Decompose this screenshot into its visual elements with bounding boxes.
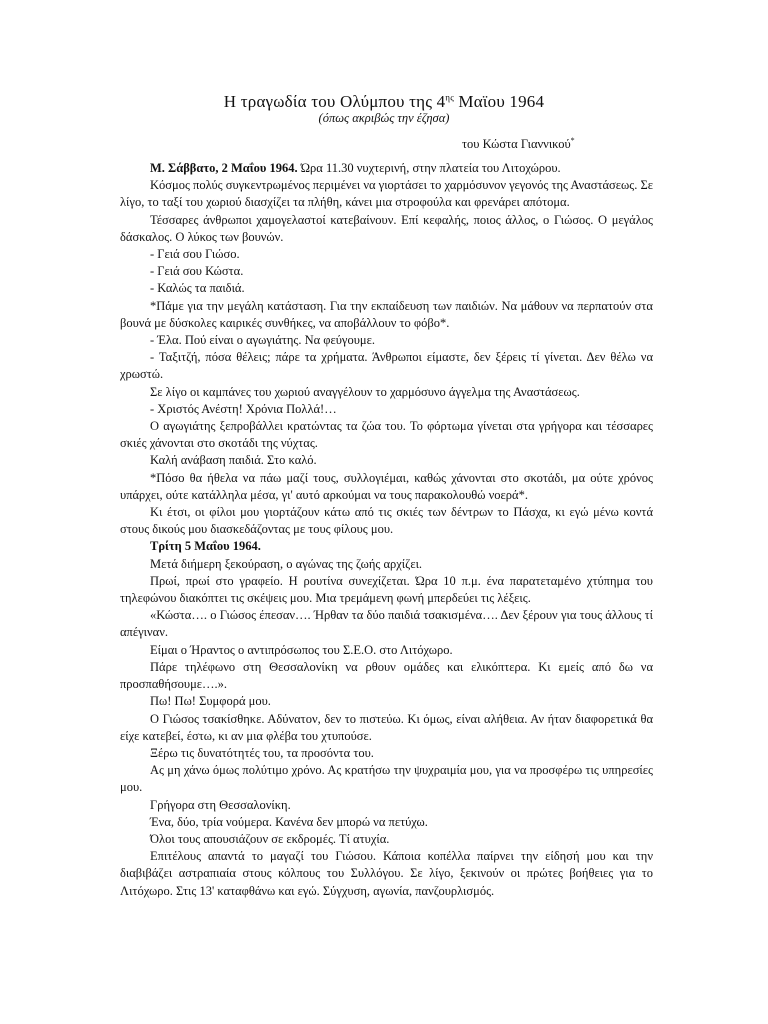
paragraph-text: Πω! Πω! Συμφορά μου. (150, 694, 271, 709)
paragraph (120, 556, 653, 573)
title-text-end: Μαϊου 1964 (453, 92, 545, 111)
paragraph-text: Γρήγορα στη Θεσσαλονίκη. (150, 797, 291, 812)
paragraph-text: Κι έτσι, οι φίλοι μου γιορτάζουν κάτω από τις σκιές των δέντρων το Πάσχα, κι εγώ μένω κοντά στους δικούς μου διασκεδάζοντας με τους φίλους μου. (120, 505, 653, 537)
paragraph (120, 332, 653, 349)
paragraph-text: - Ταξιτζή, πόσα θέλεις; πάρε τα χρήματα. Άνθρωποι είμαστε, δεν ξέρεις τί γίνεται. Δεν θέλω να χρωστώ. (120, 350, 653, 382)
paragraph-text: Πάρε τηλέφωνο στη Θεσσαλονίκη να ρθουν ομάδες και ελικόπτερα. Κι εμείς από δω να προσπαθήσουμε….». (120, 659, 653, 692)
paragraph (120, 538, 653, 555)
paragraph (120, 349, 653, 383)
paragraph (120, 745, 653, 762)
paragraph-text: Ξέρω τις δυνατότητές του, τα προσόντα του. (150, 745, 374, 760)
title-superscript: ης (445, 92, 454, 103)
paragraph-text: Επιτέλους απαντά το μαγαζί του Γιώσου. Κάποια κοπέλλα παίρνει την είδησή μου και την διαβιβάζει αστραπιαία στους κόλπους του Συλλόγου. Σε λίγο, ξεκινούν οι πρώτες βοήθειες για το Λιτόχωρο. Στις 13' καταφθάνω και εγώ. Σύγχυση, αγωνία, πανζουρλισμός. (120, 849, 653, 898)
date-heading: Μ. Σάββατο, 2 Μαΐου 1964. (150, 161, 298, 175)
paragraph-text: Μετά διήμερη ξεκούραση, ο αγώνας της ζωής αρχίζει. (150, 556, 423, 571)
paragraph (120, 384, 653, 401)
paragraph-text: Κόσμος πολύς συγκεντρωμένος περιμένει να γιορτάσει το χαρμόσυνον γεγονός της Αναστάσεως. Σε λίγο, το ταξί του χωριού διασχίζει τα πλήθη, κάνει μια στροφούλα και φρενάρει απότομα. (120, 178, 653, 210)
author-footnote-mark: * (570, 136, 575, 145)
paragraph (120, 607, 653, 641)
paragraph-text: Σε λίγο οι καμπάνες του χωριού αναγγέλουν το χαρμόσυνο άγγελμα της Αναστάσεως. (150, 384, 580, 399)
paragraph (120, 212, 653, 246)
paragraph-text: Όλοι τους απουσιάζουν σε εκδρομές. Τί ατυχία. (150, 831, 390, 846)
paragraph-text: - Γειά σου Κώστα. (150, 264, 244, 279)
paragraph-text: Ώρα 11.30 νυχτερινή, στην πλατεία του Λιτοχώρου. (297, 161, 561, 175)
paragraph-text: Ας μη χάνω όμως πολύτιμο χρόνο. Ας κρατήσω την ψυχραιμία μου, για να προσφέρω τις υπηρεσίες μου. (120, 763, 653, 795)
paragraph-text: *Πόσο θα ήθελα να πάω μαζί τους, συλλογιέμαι, καθώς χάνονται στο σκοτάδι, μα ούτε χρόνος υπάρχει, ούτε κατάλληλα μέσα, γι' αυτό αρκούμαι να τους παρακολουθώ νοερά*. (120, 470, 653, 502)
paragraph (120, 659, 653, 693)
paragraph (120, 452, 653, 469)
paragraph-text: - Γειά σου Γιώσο. (150, 247, 240, 262)
paragraph (120, 401, 653, 418)
paragraph (120, 831, 653, 848)
paragraph-text: Καλή ανάβαση παιδιά. Στο καλό. (150, 453, 317, 468)
paragraph-text: Ο Γιώσος τσακίσθηκε. Αδύνατον, δεν το πιστεύω. Κι όμως, είναι αλήθεια. Αν ήταν διαφορετικά θα είχε κατεβεί, έστω, κι αν μια φλέβα του χτυπούσε. (120, 711, 653, 743)
paragraph-text: *Πάμε για την μεγάλη κατάσταση. Για την εκπαίδευση των παιδιών. Να μάθουν να περπατούν στα βουνά με δύσκολες καιρικές συνθήκες, να αποβάλλουν το φόβο*. (120, 298, 653, 330)
paragraph (120, 693, 653, 710)
paragraph (120, 418, 653, 452)
document-body (120, 160, 653, 900)
paragraph-text: - Καλώς τα παιδιά. (150, 281, 245, 296)
document-title (0, 92, 768, 112)
paragraph-text: Είμαι ο Ήραντος ο αντιπρόσωπος του Σ.Ε.Ο. στο Λιτόχωρο. (150, 642, 453, 657)
paragraph (120, 762, 653, 796)
paragraph-text: - Χριστός Ανέστη! Χρόνια Πολλά!… (150, 401, 337, 416)
document-author (462, 136, 575, 152)
paragraph-text: Πρωί, πρωί στο γραφείο. Η ρουτίνα συνεχίζεται. Ώρα 10 π.μ. ένα παρατεταμένο χτύπημα του τηλεφώνου διακόπτει τις σκέψεις μου. Μια τρεμάμενη φωνή μπερδεύει τις λέξεις. (120, 573, 653, 606)
paragraph (120, 246, 653, 263)
paragraph-text: «Κώστα…. ο Γιώσος έπεσαν…. Ήρθαν τα δύο παιδιά τσακισμένα…. Δεν ξέρουν για τους άλλους τί απέγιναν. (120, 608, 653, 640)
paragraph (120, 160, 653, 177)
paragraph-text: Ο αγωγιάτης ξεπροβάλλει κρατώντας τα ζώα του. Το φόρτωμα γίνεται στα γρήγορα και τέσσαρες σκιές χάνονται στο σκοτάδι της νύχτας. (120, 419, 653, 451)
paragraph (120, 642, 653, 659)
paragraph (120, 814, 653, 831)
paragraph (120, 263, 653, 280)
title-text: Η τραγωδία του Ολύμπου της 4 (223, 92, 446, 111)
paragraph (120, 848, 653, 900)
paragraph (120, 280, 653, 297)
paragraph-text: Ένα, δύο, τρία νούμερα. Κανένα δεν μπορώ να πετύχω. (150, 814, 428, 829)
paragraph (120, 797, 653, 814)
paragraph (120, 711, 653, 745)
paragraph (120, 470, 653, 504)
date-heading: Τρίτη 5 Μαΐου 1964. (150, 539, 261, 554)
paragraph (120, 177, 653, 211)
paragraph (120, 504, 653, 538)
author-name: του Κώστα Γιαννικού (462, 137, 571, 152)
paragraph (120, 573, 653, 607)
paragraph-text: Τέσσαρες άνθρωποι χαμογελαστοί κατεβαίνουν. Επί κεφαλής, ποιος άλλος, ο Γιώσος. Ο μεγάλος δάσκαλος. Ο λύκος των βουνών. (120, 212, 653, 244)
paragraph (120, 298, 653, 332)
paragraph-text: - Έλα. Πού είναι ο αγωγιάτης. Να φεύγουμε. (150, 333, 375, 348)
document-subtitle: (όπως ακριβώς την έζησα) (318, 111, 450, 125)
